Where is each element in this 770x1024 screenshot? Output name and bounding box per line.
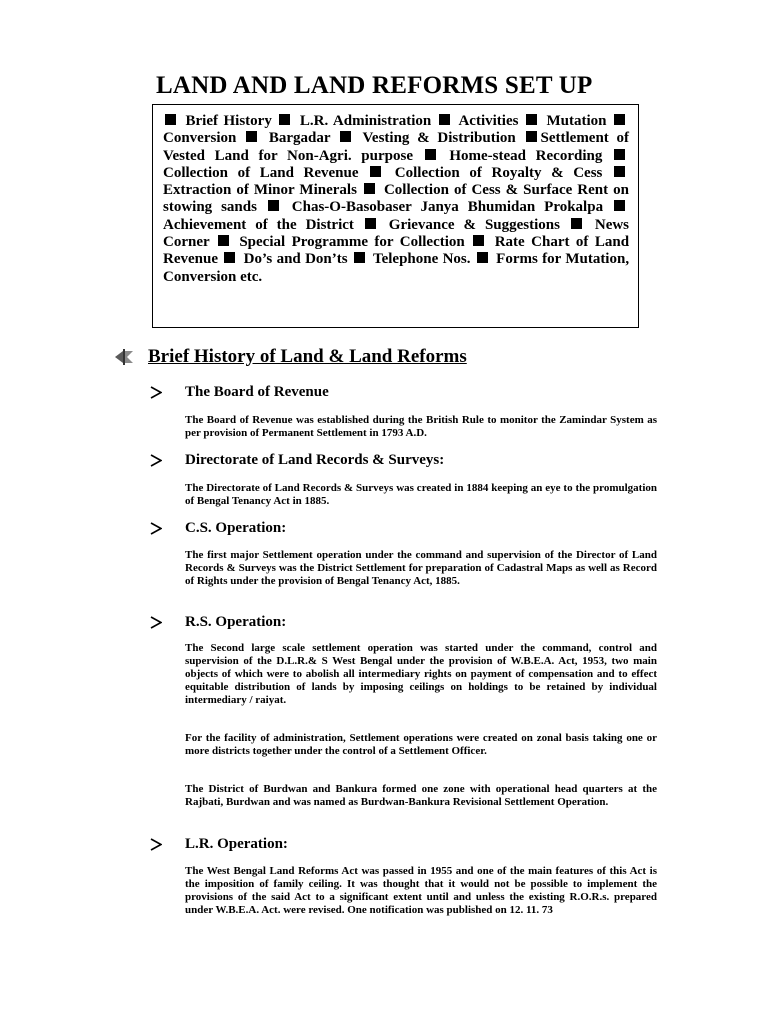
toc-item[interactable] <box>216 234 465 250</box>
toc-item-label[interactable]: Settlement of Vested Land for Non-Agri. purpose <box>163 130 630 164</box>
toc-item[interactable] <box>163 113 272 129</box>
toc-item-label[interactable]: Home-stead Recording <box>449 147 603 164</box>
toc-item[interactable] <box>524 113 607 129</box>
toc-item-label[interactable]: Rate Chart of Land Revenue <box>163 234 630 268</box>
toc-item-label[interactable]: Collection of Royalty & Cess <box>394 164 603 181</box>
toc-item-label[interactable]: Telephone Nos. <box>372 251 471 268</box>
toc-item-label[interactable]: Bargadar <box>268 130 331 147</box>
contents-list <box>163 113 629 286</box>
contents-box <box>152 104 639 328</box>
bullet-square-icon <box>614 149 625 160</box>
page-title: LAND AND LAND REFORMS SET UP <box>156 72 593 99</box>
toc-item[interactable] <box>222 251 347 267</box>
bullet-square-icon <box>279 114 290 125</box>
toc-item-label[interactable]: Chas-O-Basobaser Janya Bhumidan Prokalpa <box>291 199 604 216</box>
subsection-heading: The Board of Revenue <box>185 384 329 400</box>
bullet-square-icon <box>246 131 257 142</box>
toc-item-label[interactable]: Vesting & Distribution <box>362 130 516 147</box>
toc-item[interactable] <box>423 148 603 164</box>
bullet-square-icon <box>473 235 484 246</box>
bullet-square-icon <box>218 235 229 246</box>
bullet-square-icon <box>477 252 488 263</box>
bullet-square-icon <box>370 166 381 177</box>
arrow-bullet-icon <box>150 454 162 467</box>
bullet-square-icon <box>439 114 450 125</box>
toc-item-label[interactable]: Collection of Land Revenue <box>163 164 359 181</box>
toc-item-label[interactable]: Conversion <box>163 130 237 147</box>
toc-item-label[interactable]: Extraction of Minor Minerals <box>163 182 357 199</box>
toc-item[interactable] <box>266 199 603 215</box>
toc-item[interactable] <box>363 217 560 233</box>
bullet-square-icon <box>614 166 625 177</box>
bullet-square-icon <box>354 252 365 263</box>
section-bullet-icon <box>113 348 135 366</box>
toc-item-label[interactable]: Brief History <box>185 113 272 129</box>
bullet-square-icon <box>425 149 436 160</box>
bullet-square-icon <box>526 114 537 125</box>
bullet-square-icon <box>165 114 176 125</box>
bullet-square-icon <box>224 252 235 263</box>
toc-item-label[interactable]: Grievance & Suggestions <box>388 216 560 233</box>
toc-item-label[interactable]: L.R. Administration <box>299 113 432 129</box>
toc-item[interactable] <box>277 113 431 129</box>
bullet-square-icon <box>614 200 625 211</box>
bullet-square-icon <box>364 183 375 194</box>
toc-item[interactable] <box>338 130 516 146</box>
bullet-square-icon <box>268 200 279 211</box>
subsection-heading: C.S. Operation: <box>185 520 287 536</box>
arrow-bullet-icon <box>150 838 162 851</box>
bullet-square-icon <box>526 131 537 142</box>
toc-item-label[interactable]: Achievement of the District <box>163 216 354 233</box>
toc-item-label[interactable]: Forms for Mutation, Conversion etc. <box>163 251 630 285</box>
bullet-square-icon <box>340 131 351 142</box>
toc-item-label[interactable]: News Corner <box>163 216 630 251</box>
paragraph: The first major Settlement operation under the command and supervision of the Director of Land Records & Surveys was the District Settlement for preparation of Cadastral Maps as well as Record of Rights under the provision of Bengal Tenancy Act, 1885. <box>185 549 657 587</box>
toc-item[interactable] <box>352 251 471 267</box>
paragraph: The Board of Revenue was established during the British Rule to monitor the Zamindar System as per provision of Permanent Settlement in 1793 A.D. <box>185 414 657 439</box>
paragraph: The Second large scale settlement operation was started under the command, control and supervision of the D.L.R.& S West Bengal under the provision of W.B.E.A. Act, 1953, two main objects of which were to abolish all intermediary rights on payment of compensation and to effect equitable distribution of lands by imposing ceilings on holdings to be retained by individual intermediary / raiyat. <box>185 642 657 706</box>
toc-item-label[interactable]: Special Programme for Collection <box>239 234 465 251</box>
section-title: Brief History of Land & Land Reforms <box>148 346 467 367</box>
subsection-heading: R.S. Operation: <box>185 614 287 630</box>
paragraph: For the facility of administration, Settlement operations were created on zonal basis taking one or more districts together under the control of a Settlement Officer. <box>185 732 657 757</box>
arrow-bullet-icon <box>150 616 162 629</box>
toc-item-label[interactable]: Activities <box>458 113 519 129</box>
arrow-bullet-icon <box>150 386 162 399</box>
bullet-square-icon <box>571 218 582 229</box>
subsection-heading: Directorate of Land Records & Surveys: <box>185 452 445 468</box>
paragraph: The West Bengal Land Reforms Act was passed in 1955 and one of the main features of this Act is the imposition of family ceiling. It was thought that it would not be possible to implement the provisions of the said Act to a significant extent until and unless the existing R.O.R.s. prepared under W.B.E.A. Act. were revised. One notification was published on 12. 11. 73 <box>185 865 657 916</box>
toc-item-label[interactable]: Mutation <box>546 113 607 129</box>
section-heading <box>113 346 673 370</box>
toc-item[interactable] <box>437 113 519 129</box>
arrow-bullet-icon <box>150 522 162 535</box>
subsection-heading: L.R. Operation: <box>185 836 288 852</box>
toc-item[interactable] <box>244 130 330 146</box>
bullet-square-icon <box>614 114 625 125</box>
toc-item-label[interactable]: Collection of Cess & Surface Rent on stowing sands <box>163 182 629 216</box>
toc-item-label[interactable]: Do’s and Don’ts <box>243 251 348 268</box>
toc-item[interactable] <box>368 165 602 181</box>
bullet-square-icon <box>365 218 376 229</box>
paragraph: The District of Burdwan and Bankura formed one zone with operational head quarters at the Rajbati, Burdwan and was named as Burdwan-Bankura Revisional Settlement Operation. <box>185 783 657 808</box>
paragraph: The Directorate of Land Records & Surveys was created in 1884 keeping an eye to the promulgation of Bengal Tenancy Act in 1885. <box>185 482 657 507</box>
